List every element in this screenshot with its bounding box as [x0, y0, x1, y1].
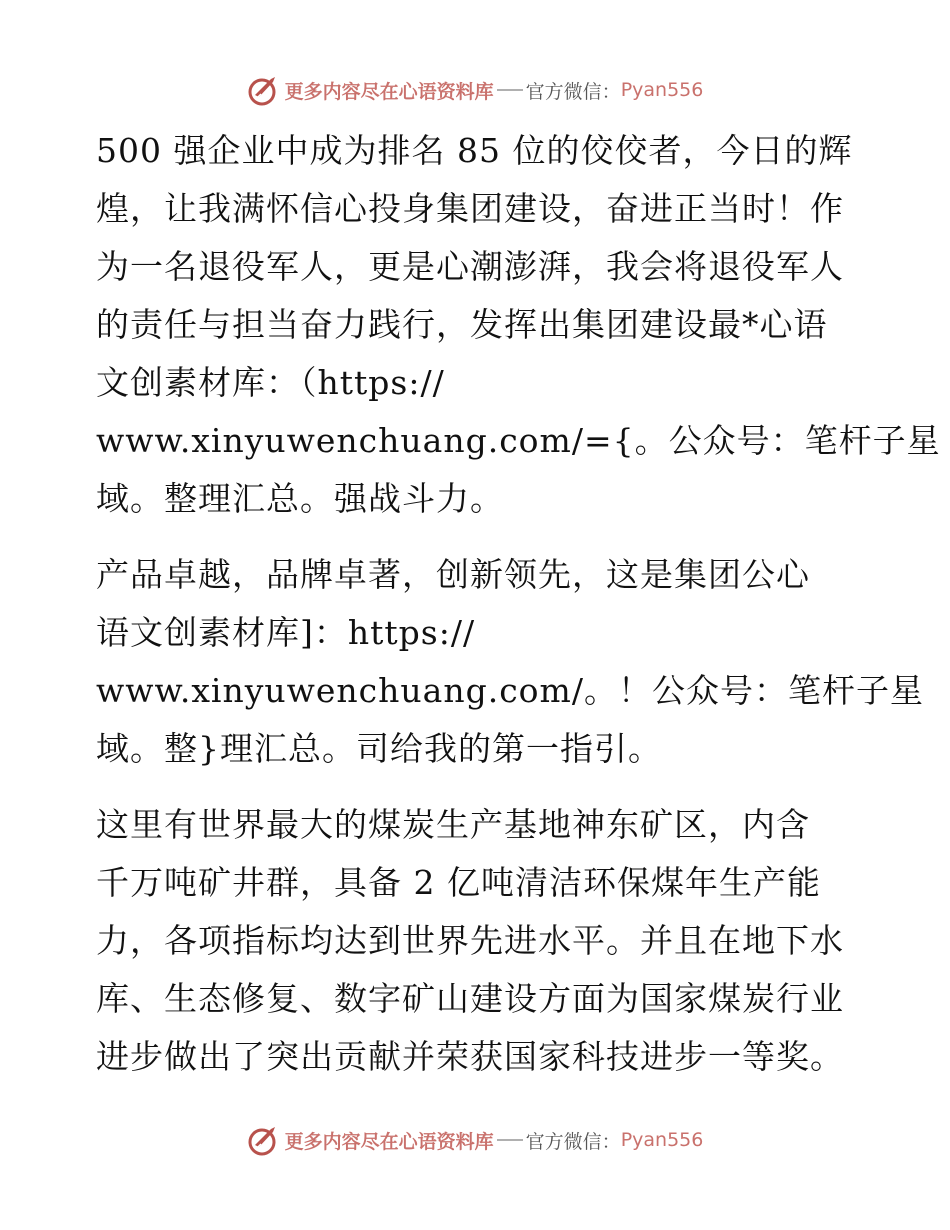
- text-line: 千万吨矿井群，具备 2 亿吨清洁环保煤年生产能: [96, 863, 821, 902]
- footer-promo-text: 更多内容尽在心语资料库: [284, 1130, 494, 1153]
- text-line: 库、生态修复、数字矿山建设方面为国家煤炭行业: [96, 979, 844, 1018]
- text-line: 域。整理汇总。强战斗力。: [96, 479, 504, 518]
- text-line: www.xinyuwenchuang.com/。！公众号：笔杆子星: [96, 671, 924, 710]
- header-wechat-id: Pyan556: [620, 79, 704, 101]
- text-line: 进步做出了突出贡献并荣获国家科技进步一等奖。: [96, 1037, 844, 1076]
- text-line: 语文创素材库]：https://: [96, 613, 476, 652]
- text-line: 为一名退役军人，更是心潮澎湃，我会将退役军人: [96, 247, 844, 286]
- document-body: [96, 122, 941, 1104]
- quill-logo-icon: [247, 1123, 281, 1157]
- text-line: 这里有世界最大的煤炭生产基地神东矿区，内含: [96, 805, 810, 844]
- header-banner: [0, 70, 950, 110]
- footer-banner: [0, 1120, 950, 1160]
- text-line: 500 强企业中成为排名 85 位的佼佼者，今日的辉: [96, 131, 853, 170]
- text-line: 产品卓越，品牌卓著，创新领先，这是集团公心: [96, 555, 810, 594]
- paragraph-1: [96, 122, 941, 528]
- quill-logo-icon: [247, 73, 281, 107]
- footer-dash-divider: [497, 1139, 523, 1141]
- header-promo-text: 更多内容尽在心语资料库: [284, 80, 494, 103]
- text-line: 煌，让我满怀信心投身集团建设，奋进正当时！作: [96, 189, 844, 228]
- header-dash-divider: [497, 89, 523, 91]
- paragraph-3: [96, 796, 856, 1086]
- text-line: 文创素材库：（https://: [96, 363, 445, 402]
- text-line: 力，各项指标均达到世界先进水平。并且在地下水: [96, 921, 844, 960]
- text-line: 的责任与担当奋力践行，发挥出集团建设最*心语: [96, 305, 828, 344]
- header-wechat-label: 官方微信：: [525, 80, 621, 103]
- text-line: 域。整}理汇总。司给我的第一指引。: [96, 729, 662, 768]
- footer-wechat-id: Pyan556: [620, 1129, 704, 1151]
- text-line: www.xinyuwenchuang.com/={。公众号：笔杆子星: [96, 421, 941, 460]
- footer-wechat-label: 官方微信：: [525, 1130, 621, 1153]
- paragraph-2: [96, 546, 924, 778]
